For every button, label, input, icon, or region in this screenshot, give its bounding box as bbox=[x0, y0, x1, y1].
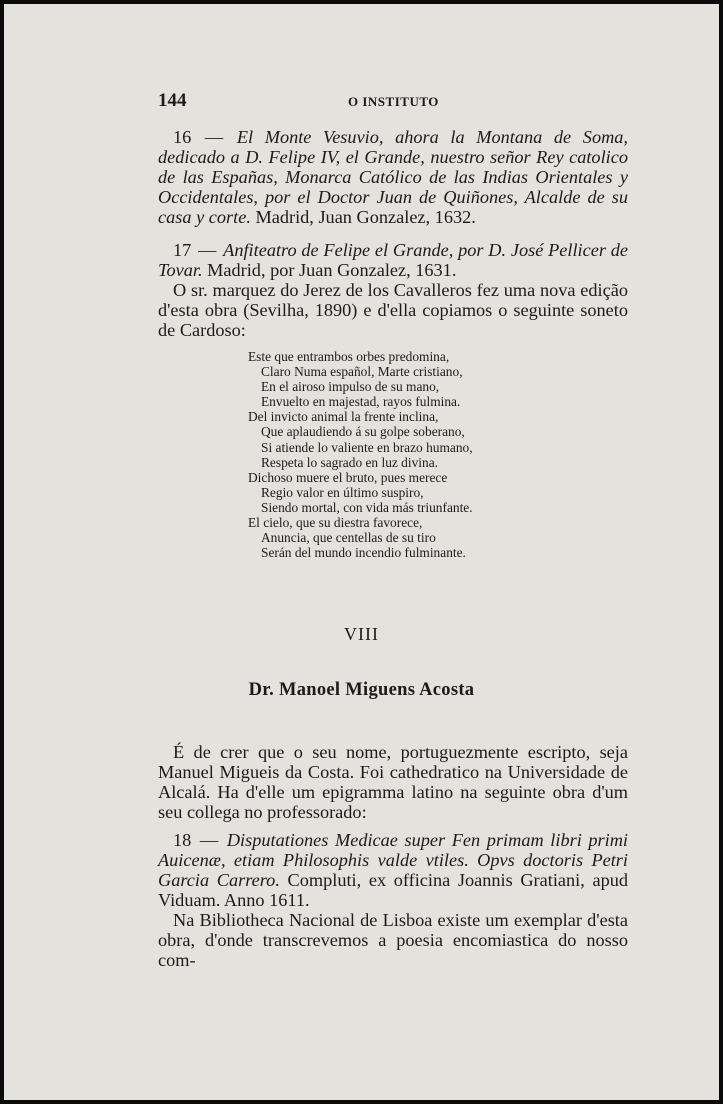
sonnet-line: El cielo, que su diestra favorece, bbox=[248, 515, 423, 531]
author-heading: Dr. Manoel Miguens Acosta bbox=[248, 680, 475, 700]
running-title: O INSTITUTO bbox=[348, 94, 439, 109]
sonnet-line: Respeta lo sagrado en luz divina. bbox=[261, 454, 439, 470]
sonnet-line: Envuelto en majestad, rayos fulmina. bbox=[261, 394, 461, 410]
bibliography-entry-17 bbox=[158, 240, 628, 280]
entry-imprint: Madrid, por Juan Gonzalez, 1631. bbox=[207, 260, 457, 280]
sonnet-line: Siendo mortal, con vida más triunfante. bbox=[261, 499, 473, 515]
entry-imprint: Compluti, ex officina Joannis Gratiani, apud Viduam. Anno 1611. bbox=[158, 870, 629, 910]
sonnet-line: Regio valor en último suspiro, bbox=[261, 484, 424, 500]
em-dash: — bbox=[199, 830, 219, 850]
entry-title: Anfiteatro de Felipe el Grande, por D. José Pellicer de Tovar. bbox=[158, 240, 629, 280]
bibliography-entry-18 bbox=[158, 830, 628, 910]
sonnet-line: Dichoso muere el bruto, pues merece bbox=[248, 469, 448, 485]
sonnet-line: Claro Numa español, Marte cristiano, bbox=[261, 364, 463, 380]
em-dash: — bbox=[198, 240, 217, 260]
entry-number: 16 bbox=[173, 127, 192, 147]
entry-title: El Monte Vesuvio, ahora la Montana de Soma, dedicado a D. Felipe IV, el Grande, nuestro señor Rey catolico de las Españas, Monarca Católico de las Indias Orientales y Occidentales, por el Doctor Juan de Quiñones, Alcalde de su casa y corte. bbox=[158, 127, 628, 227]
entry-imprint: Madrid, Juan Gonzalez, 1632. bbox=[255, 207, 476, 227]
sonnet-line: Serán del mundo incendio fulminante. bbox=[261, 545, 466, 561]
entry-number: 18 bbox=[173, 830, 192, 850]
sonnet-line: En el airoso impulso de su mano, bbox=[261, 379, 440, 395]
page-number: 144 bbox=[158, 90, 187, 111]
sonnet-line: Del invicto animal la frente inclina, bbox=[248, 409, 439, 425]
page-header bbox=[158, 90, 633, 114]
entry-number: 17 bbox=[173, 240, 192, 260]
sonnet-line: Este que entrambos orbes predomina, bbox=[248, 349, 450, 364]
entry-title: Disputationes Medicae super Fen primam libri primi Auicenæ, etiam Philosophis valde vtiles. Opvs doctoris Petri Garcia Carrero. bbox=[158, 830, 629, 890]
bibliography-entry-16 bbox=[158, 127, 628, 227]
sonnet-line: Si atiende lo valiente en brazo humano, bbox=[261, 439, 473, 455]
section-number: VIII bbox=[344, 624, 379, 644]
paragraph-biography: É de crer que o seu nome, portuguezmente escripto, seja Manuel Migueis da Costa. Foi cathedratico na Universidade de Alcalá. Ha d'elle um epigramma latino na seguinte obra d'um seu collega no professorado: bbox=[158, 742, 628, 822]
sonnet-line: Que aplaudiendo á su golpe soberano, bbox=[261, 424, 465, 440]
sonnet-line: Anuncia, que centellas de su tiro bbox=[261, 530, 436, 546]
paragraph-library: Na Bibliotheca Nacional de Lisboa existe um exemplar d'esta obra, d'onde transcrevemos a poesia encomiastica do nosso com- bbox=[158, 910, 628, 970]
paragraph-sonnet-intro: O sr. marquez do Jerez de los Cavalleros fez uma nova edição d'esta obra (Sevilha, 1890) e d'ella copiamos o seguinte soneto de Cardoso: bbox=[158, 280, 628, 340]
sonnet bbox=[248, 349, 568, 560]
em-dash: — bbox=[204, 127, 224, 147]
